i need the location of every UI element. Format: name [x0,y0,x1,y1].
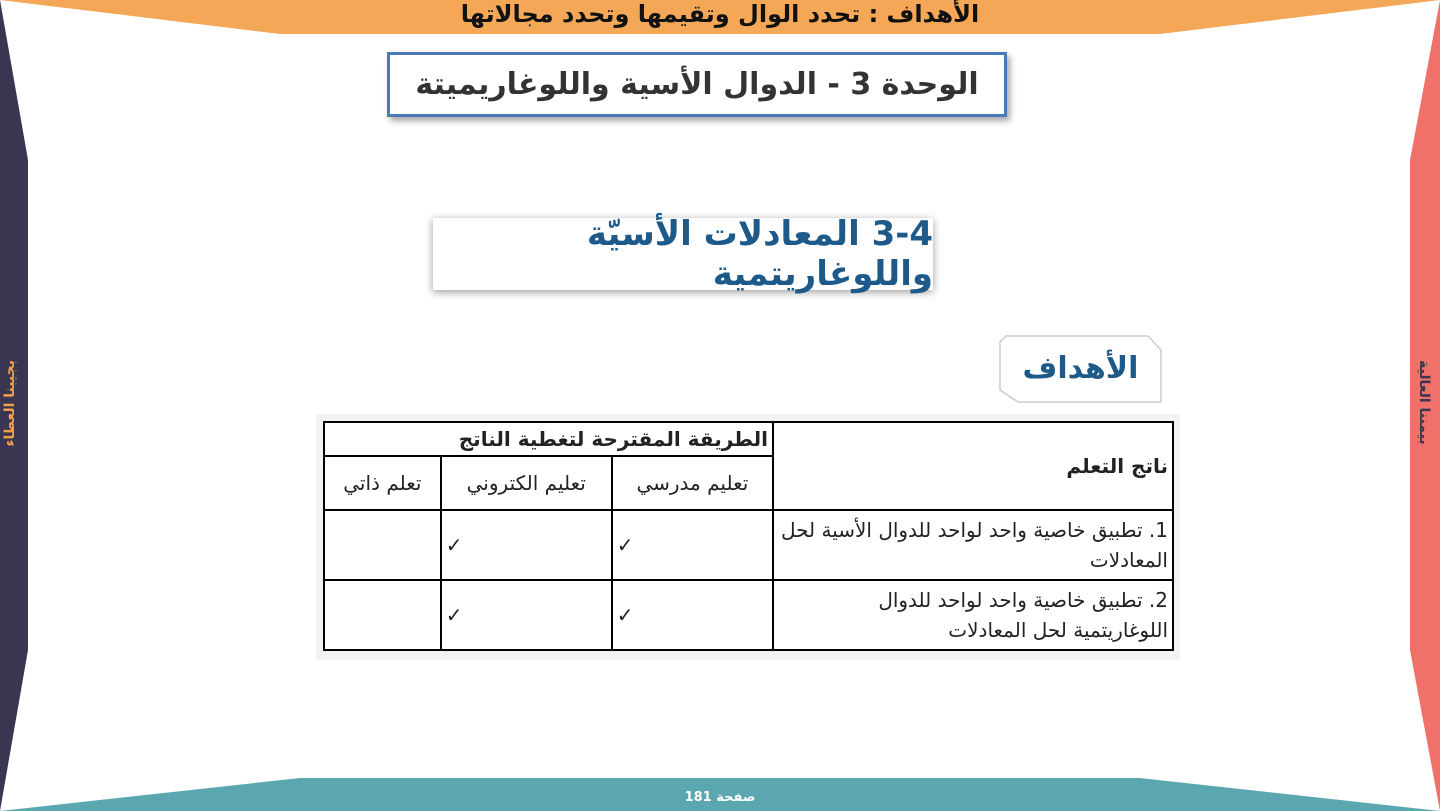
check-mark-icon: ✓ [612,580,773,650]
method-self: تعلم ذاتي [324,456,441,510]
right-side-label: بيمننا العالية [1416,360,1432,445]
unit-title-box [387,52,1007,117]
check-mark-icon: ✓ [441,580,612,650]
unit-title: الوحدة 3 - الدوال الأسية واللوغاريميتة [415,67,979,102]
lesson-title-box [433,214,933,294]
check-mark-icon: ✓ [612,510,773,580]
left-side-label: بجيبنا العطاء [2,360,18,447]
method-header: الطريقة المقترحة لتغطية الناتج [324,422,773,456]
empty-cell [324,510,441,580]
table-row [324,510,1173,580]
empty-cell [324,580,441,650]
outcomes-table [323,421,1174,651]
outcome-header: ناتج التعلم [773,422,1173,510]
outcome-text: 2. تطبيق خاصية واحد لواحد للدوال اللوغاريتمية لحل المعادلات [773,580,1173,650]
page-header-title: الأهداف : تحدد الوال وتقيمها وتحدد مجالاتها [460,0,980,28]
lesson-title: 3-4 المعادلات الأسيّة واللوغاريتمية [586,214,933,294]
method-school: تعليم مدرسي [612,456,773,510]
goals-label: الأهداف [1022,350,1139,386]
outcome-text: 1. تطبيق خاصية واحد لواحد للدوال الأسية لحل المعادلات [773,510,1173,580]
table-row [324,580,1173,650]
method-elearning: تعليم الكتروني [441,456,612,510]
page-number: صفحة 181 [684,790,756,805]
check-mark-icon: ✓ [441,510,612,580]
